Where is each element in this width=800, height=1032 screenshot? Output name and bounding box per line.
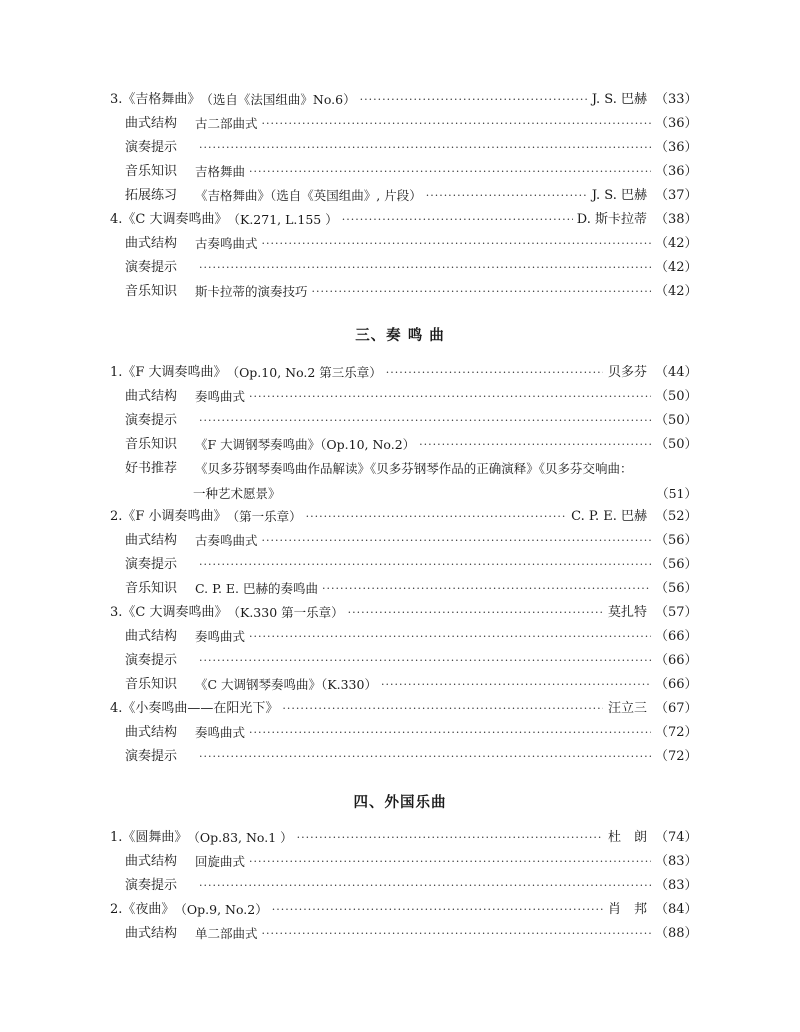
toc-subentry[interactable]: [125, 185, 697, 207]
subentry-text: 单二部曲式: [195, 926, 258, 941]
entry-number: 1.: [110, 365, 123, 380]
entry-title: 《C 大调奏鸣曲》: [122, 605, 228, 620]
toc-subentry[interactable]: [125, 923, 697, 945]
subentry-page: （56）: [655, 581, 698, 596]
subentry-tag: 曲式结构: [125, 854, 178, 869]
toc-entry[interactable]: [110, 899, 697, 921]
subentry-tag: 曲式结构: [125, 725, 178, 740]
subentry-tag: 曲式结构: [125, 629, 178, 644]
dot-leader: [199, 875, 651, 897]
entry-author: 汪立三: [607, 701, 647, 716]
toc-subentry[interactable]: [125, 851, 697, 873]
dot-leader: [262, 530, 651, 552]
entry-title: 《F 小调奏鸣曲》: [122, 509, 227, 524]
subentry-tag: 演奏提示: [125, 878, 178, 893]
dot-leader: [381, 674, 651, 696]
dot-leader: [386, 362, 603, 384]
entry-author: 肖 邦: [607, 902, 647, 917]
toc-entry[interactable]: [110, 506, 697, 528]
toc-subentry[interactable]: [125, 233, 697, 255]
entry-page: （38）: [655, 212, 698, 227]
subentry-tag: 曲式结构: [125, 116, 178, 131]
toc-subentry[interactable]: [125, 722, 697, 744]
subentry-page: （42）: [655, 260, 698, 275]
subentry-page: （50）: [655, 413, 698, 428]
entry-number: 4.: [110, 212, 123, 227]
subentry-text: 《F 大调钢琴奏鸣曲》（Op.10, No.2）: [195, 437, 416, 452]
toc-subentry[interactable]: [125, 578, 697, 600]
dot-leader: [312, 281, 651, 303]
entry-author: 莫扎特: [607, 605, 647, 620]
toc-subentry[interactable]: [125, 434, 697, 456]
entry-author: J. S. 巴赫: [591, 92, 647, 107]
subentry-page: （83）: [655, 878, 698, 893]
subentry-text: 《C 大调钢琴奏鸣曲》（K.330）: [195, 677, 377, 692]
toc-entry[interactable]: [110, 362, 697, 384]
entry-number: 3.: [110, 92, 123, 107]
subentry-tag: 演奏提示: [125, 557, 178, 572]
entry-description: （K.330 第一乐章）: [227, 605, 344, 620]
toc-subentry[interactable]: [125, 257, 697, 279]
subentry-tag: 拓展练习: [125, 188, 178, 203]
subentry-text: 古奏鸣曲式: [195, 533, 258, 548]
dot-leader: [199, 746, 651, 768]
entry-title: 《小奏鸣曲——在阳光下》: [122, 701, 279, 716]
dot-leader: [262, 923, 651, 945]
subentry-page: （36）: [655, 140, 698, 155]
dot-leader: [282, 698, 603, 720]
subentry-text: 吉格舞曲: [195, 164, 246, 179]
dot-leader: [262, 233, 651, 255]
subentry-page: （42）: [655, 236, 698, 251]
subentry-page: （66）: [655, 653, 698, 668]
toc-subentry[interactable]: [125, 554, 697, 576]
dot-leader: [249, 722, 651, 744]
entry-page: （57）: [655, 605, 698, 620]
subentry-text: 古二部曲式: [195, 116, 258, 131]
entry-title: 《F 大调奏鸣曲》: [122, 365, 227, 380]
subentry-text: 斯卡拉蒂的演奏技巧: [195, 284, 308, 299]
entry-description: （Op.83, No.1 ）: [187, 830, 293, 845]
toc-subentry[interactable]: [125, 626, 697, 648]
dot-leader: [426, 185, 588, 207]
subentry-text: 奏鸣曲式: [195, 389, 246, 404]
subentry-tag: 音乐知识: [125, 677, 178, 692]
subentry-page: （42）: [655, 284, 698, 299]
subentry-page: （37）: [655, 188, 698, 203]
entry-title: 《C 大调奏鸣曲》: [122, 212, 228, 227]
subentry-tag: 好书推荐: [125, 461, 178, 476]
subentry-text: 古奏鸣曲式: [195, 236, 258, 251]
subentry-tag: 演奏提示: [125, 140, 178, 155]
entry-number: 1.: [110, 830, 123, 845]
entry-title: 《夜曲》: [122, 902, 175, 917]
dot-leader: [249, 386, 651, 408]
dot-leader: [249, 626, 651, 648]
toc-entry[interactable]: [110, 602, 697, 624]
dot-leader: [322, 578, 651, 600]
toc-entry[interactable]: [110, 698, 697, 720]
subentry-tag: 音乐知识: [125, 437, 178, 452]
subentry-tag: 曲式结构: [125, 533, 178, 548]
toc-subentry[interactable]: [125, 113, 697, 135]
subentry-text: 回旋曲式: [195, 854, 246, 869]
toc-subentry[interactable]: [125, 530, 697, 552]
subentry-tag: 音乐知识: [125, 284, 178, 299]
dot-leader: [249, 161, 651, 183]
entry-number: 2.: [110, 902, 123, 917]
subentry-tag: 曲式结构: [125, 926, 178, 941]
dot-leader: [348, 602, 603, 624]
entry-page: （84）: [655, 902, 698, 917]
subentry-page: （51）: [656, 486, 697, 501]
subentry-tag: 演奏提示: [125, 260, 178, 275]
entry-title: 《圆舞曲》: [122, 830, 188, 845]
toc-subentry[interactable]: [125, 674, 697, 696]
dot-leader: [419, 434, 651, 456]
dot-leader: [199, 257, 651, 279]
subentry-tag: 曲式结构: [125, 389, 178, 404]
subentry-text-cont: 一种艺术愿景》: [193, 486, 281, 501]
toc-entry[interactable]: [110, 209, 697, 231]
subentry-page: （66）: [655, 629, 698, 644]
entry-author: 杜 朗: [607, 830, 647, 845]
entry-author: C. P. E. 巴赫: [571, 509, 647, 524]
toc-subentry[interactable]: [125, 650, 697, 672]
dot-leader: [360, 89, 588, 111]
subentry-page: （36）: [655, 164, 698, 179]
entry-title: 《吉格舞曲》: [122, 92, 201, 107]
entry-page: （33）: [655, 92, 698, 107]
entry-description: （选自《法国组曲》No.6）: [200, 92, 356, 107]
subentry-page: （36）: [655, 116, 698, 131]
toc-entry[interactable]: [110, 827, 697, 849]
entry-description: （第一乐章）: [226, 509, 302, 524]
subentry-text: 奏鸣曲式: [195, 629, 246, 644]
entry-description: （Op.10, No.2 第三乐章）: [226, 365, 382, 380]
subentry-tag: 演奏提示: [125, 749, 178, 764]
subentry-tag: 曲式结构: [125, 236, 178, 251]
subentry-page: （56）: [655, 557, 698, 572]
dot-leader: [342, 209, 573, 231]
dot-leader: [199, 410, 651, 432]
subentry-page: （88）: [655, 926, 698, 941]
dot-leader: [262, 113, 651, 135]
dot-leader: [297, 827, 603, 849]
subentry-tag: 音乐知识: [125, 164, 178, 179]
toc-subentry[interactable]: [125, 746, 697, 768]
subentry-text: 奏鸣曲式: [195, 725, 246, 740]
subentry-page: （50）: [655, 389, 698, 404]
toc-entry[interactable]: [110, 89, 697, 111]
subentry-page: （72）: [655, 725, 698, 740]
entry-description: （K.271, L.155 ）: [227, 212, 338, 227]
subentry-tag: 音乐知识: [125, 581, 178, 596]
entry-author: D. 斯卡拉蒂: [576, 212, 647, 227]
subentry-tag: 演奏提示: [125, 653, 178, 668]
dot-leader: [199, 650, 651, 672]
entry-page: （74）: [655, 830, 698, 845]
subentry-tag: 演奏提示: [125, 413, 178, 428]
section-heading: 四、外国乐曲: [353, 795, 447, 811]
section-heading: 三、奏 鸣 曲: [355, 328, 445, 344]
dot-leader: [249, 851, 651, 873]
dot-leader: [199, 137, 651, 159]
entry-author: 贝多芬: [607, 365, 647, 380]
entry-number: 3.: [110, 605, 123, 620]
dot-leader: [306, 506, 568, 528]
dot-leader: [199, 554, 651, 576]
subentry-page: （72）: [655, 749, 698, 764]
subentry-text: 《吉格舞曲》（选自《英国组曲》, 片段）: [195, 188, 422, 203]
subentry-text: 《贝多芬钢琴奏鸣曲作品解读》《贝多芬钢琴作品的正确演释》《贝多芬交响曲：: [195, 461, 633, 476]
entry-number: 4.: [110, 701, 123, 716]
entry-description: （Op.9, No.2）: [174, 902, 268, 917]
toc-subentry[interactable]: [125, 386, 697, 408]
toc-subentry[interactable]: [125, 458, 697, 480]
subentry-text: C. P. E. 巴赫的奏鸣曲: [195, 581, 318, 596]
toc-subentry-continuation[interactable]: [193, 482, 697, 504]
toc-subentry[interactable]: [125, 875, 697, 897]
entry-page: （52）: [655, 509, 698, 524]
subentry-page: （66）: [655, 677, 698, 692]
subentry-page: （56）: [655, 533, 698, 548]
toc-subentry[interactable]: [125, 281, 697, 303]
toc-subentry[interactable]: [125, 137, 697, 159]
subentry-author: J. S. 巴赫: [591, 188, 647, 203]
entry-page: （67）: [655, 701, 698, 716]
subentry-page: （50）: [655, 437, 698, 452]
toc-subentry[interactable]: [125, 161, 697, 183]
entry-number: 2.: [110, 509, 123, 524]
subentry-page: （83）: [655, 854, 698, 869]
entry-page: （44）: [655, 365, 698, 380]
toc-subentry[interactable]: [125, 410, 697, 432]
dot-leader: [272, 899, 603, 921]
